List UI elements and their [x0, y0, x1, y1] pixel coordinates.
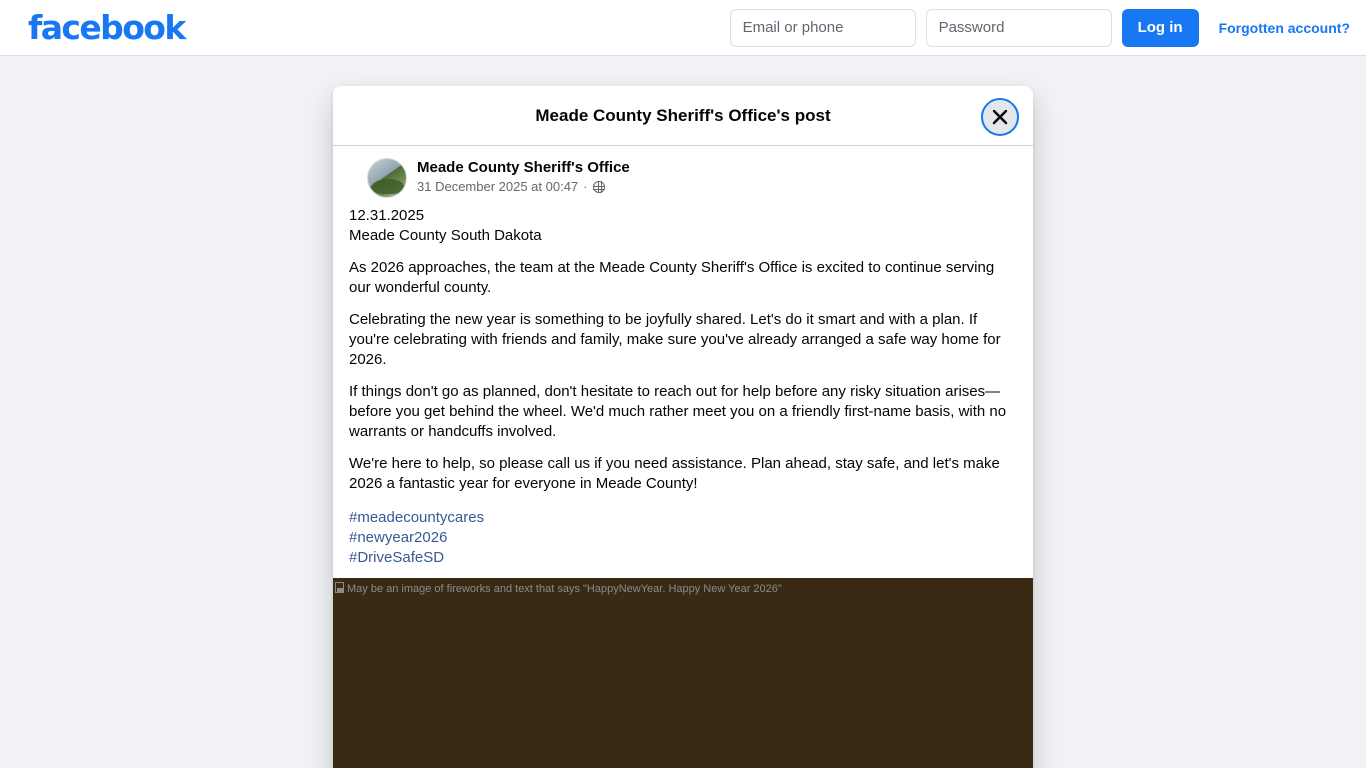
dialog-header	[333, 86, 1033, 146]
post-body	[333, 146, 1033, 578]
post-text	[349, 198, 1017, 568]
post-paragraph-1: As 2026 approaches, the team at the Meade County Sheriff's Office is excited to continue serving our wonderful county.	[349, 259, 995, 296]
dialog-title: Meade County Sheriff's Office's post	[535, 105, 831, 125]
login-button[interactable]: Log in	[1122, 9, 1199, 47]
globe-icon	[593, 181, 605, 193]
password-field[interactable]	[926, 9, 1112, 47]
post-timestamp[interactable]: 31 December 2025 at 00:47	[417, 179, 579, 194]
post-dialog	[333, 86, 1033, 768]
alt-text-label: May be an image of fireworks and text that says "HappyNewYear. Happy New Year 2026"	[347, 583, 782, 595]
facebook-logo[interactable]: facebook	[28, 8, 185, 47]
hashtag-list	[349, 508, 1017, 568]
broken-image-icon	[335, 582, 344, 593]
post-paragraph-3: If things don't go as planned, don't hesitate to reach out for help before any risky situation arises—before you get behind the wheel. We'd much rather meet you on a friendly first-name basis, with no warrants or handcuffs involved.	[349, 383, 1007, 440]
post-paragraph-2: Celebrating the new year is something to be joyfully shared. Let's do it smart and with a plan. If you're celebrating with friends and family, make sure you've already arranged a safe way home for 2026.	[349, 311, 1001, 368]
post-header	[349, 158, 1017, 198]
post-line-date: 12.31.2025	[349, 207, 425, 224]
page-stage	[0, 56, 1366, 768]
post-author-name[interactable]: Meade County Sheriff's Office	[417, 159, 630, 176]
hashtag-link[interactable]: #DriveSafeSD	[349, 549, 445, 566]
avatar[interactable]	[367, 158, 407, 198]
email-field[interactable]	[730, 9, 916, 47]
facebook-top-bar	[0, 0, 1366, 56]
hashtag-link[interactable]: #meadecountycares	[349, 509, 485, 526]
forgotten-account-link[interactable]: Forgotten account?	[1218, 19, 1350, 36]
hashtag-link[interactable]: #newyear2026	[349, 529, 448, 546]
post-author-block	[417, 158, 630, 195]
meta-separator: ·	[583, 179, 588, 194]
post-image-alt-text	[335, 582, 782, 595]
post-meta	[417, 179, 630, 195]
post-paragraph-4: We're here to help, so please call us if you need assistance. Plan ahead, stay safe, and let's make 2026 a fantastic year for everyone in Meade County!	[349, 455, 1000, 492]
post-line-location: Meade County South Dakota	[349, 227, 542, 244]
close-icon[interactable]	[981, 98, 1019, 136]
post-image[interactable]	[333, 578, 1033, 768]
login-form	[730, 9, 1350, 47]
